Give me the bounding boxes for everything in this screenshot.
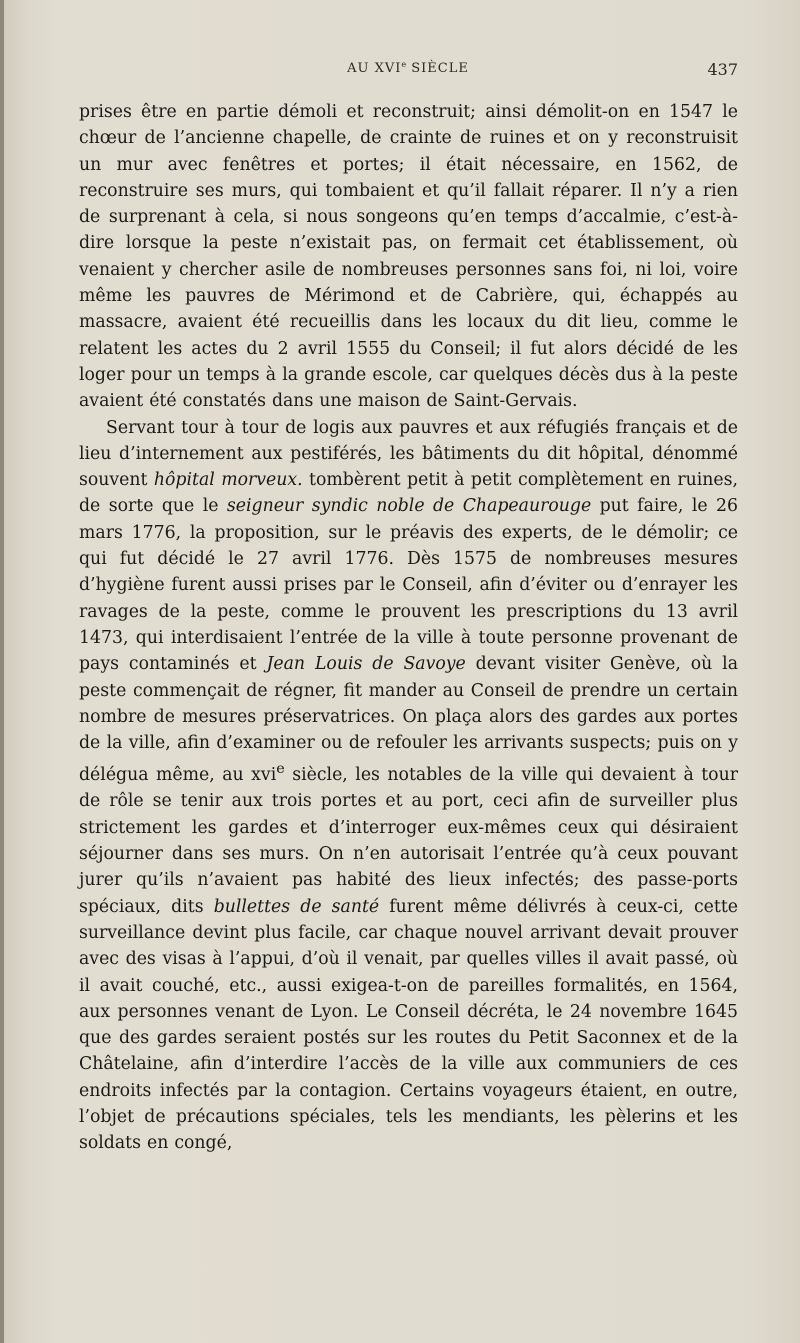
text-segment: siècle, les notables de la ville qui devaient à tour de rôle se tenir aux trois portes et au port, ceci afin de surveiller plus strictement les gardes et d’interroger eux-mêmes ceux qui désiraient séjourner dans ses murs. On n’en autorisait l’entrée qu’à ceux pouvant jurer qu’ils n’avaient pas habité des lieux infectés; des passe-ports spéciaux, dits <box>79 765 738 917</box>
running-head-prefix: AU XVI <box>347 61 402 76</box>
running-head <box>78 60 738 76</box>
paragraph <box>79 99 738 415</box>
text-segment: furent même délivrés à ceux-ci, cette surveillance devint plus facile, car chaque nouvel arrivant devait prouver avec des visas à l’appui, d’où il venait, par quelles villes il avait passé, où il avait couché, etc., aussi exigea-t-on de pareilles formalités, en 1564, aux personnes venant de Lyon. Le Conseil décréta, le 24 novembre 1645 que des gardes seraient postés sur les routes du Petit Saconnex et de la Châtelaine, afin d’interdire l’accès de la ville aux communiers de ces endroits infectés par la contagion. Certains voyageurs étaient, en outre, l’objet de précautions spéciales, tels les mendiants, les pèlerins et les soldats en congé, <box>79 896 738 1154</box>
binding-edge <box>0 0 4 1343</box>
page-header <box>78 60 738 84</box>
text-segment: tombèrent petit à petit complètement en ruines, de sorte que le <box>79 470 738 517</box>
text-segment: prises être en partie démoli et reconstruit; ainsi démolit-on en 1547 le chœur de l’ancienne chapelle, de crainte de ruines et on y reconstruisit un mur avec fenêtres et portes; il était nécessaire, en 1562, de reconstruire ses murs, qui tombaient et qu’il fallait réparer. Il n’y a rien de surprenant à cela, si nous songeons qu’en temps d’accalmie, c’est-à-dire lorsque la peste n’existait pas, on fermait cet établissement, où venaient y chercher asile de nombreuses personnes sans foi, ni loi, voire même les pauvres de Mérimond et de Cabrière, qui, échappés au massacre, avaient été recueillis dans les locaux du dit lieu, comme le relatent les actes du 2 avril 1555 du Conseil; il fut alors décidé de les loger pour un temps à la grande escole, car quelques décès dus à la peste avaient été constatés dans une maison de Saint-Gervais. <box>79 102 738 412</box>
italic-text: bullettes de santé <box>213 896 380 917</box>
text-segment: devant visiter Genève, où la peste commençait de régner, fit mander au Conseil de prendre un certain nombre de mesures préservatrices. On plaça alors des gardes aux portes de la ville, afin d’examiner ou de refouler les arrivants suspects; puis on y délégua même, au xvi <box>79 654 739 786</box>
text-segment: Servant tour à tour de logis aux pauvres et aux réfugiés français et de lieu d’internement aux pestiférés, les bâtiments du dit hôpital, dénommé souvent <box>79 417 738 491</box>
running-head-suffix: SIÈCLE <box>406 61 469 76</box>
page-number: 437 <box>707 60 738 79</box>
paragraph <box>79 415 738 1157</box>
italic-text: Jean Louis de Savoye <box>266 654 466 675</box>
superscript-text: e <box>276 761 285 778</box>
italic-text: hôpital morveux. <box>153 470 303 491</box>
text-segment: put faire, le 26 mars 1776, la proposition, sur le préavis des experts, de le démolir; ce qui fut décidé le 27 avril 1776. Dès 1575 de nombreuses mesures d’hygiène furent aussi prises par le Conseil, afin d’éviter ou d’enrayer les ravages de la peste, comme le prouvent les prescriptions du 13 avril 1473, qui interdisaient l’entrée de la ville à toute personne provenant de pays contaminés et <box>79 496 738 675</box>
running-head-superscript: e <box>401 60 407 69</box>
body-text <box>79 99 738 1157</box>
italic-text: seigneur syndic noble de Chapeaurouge <box>226 496 592 517</box>
